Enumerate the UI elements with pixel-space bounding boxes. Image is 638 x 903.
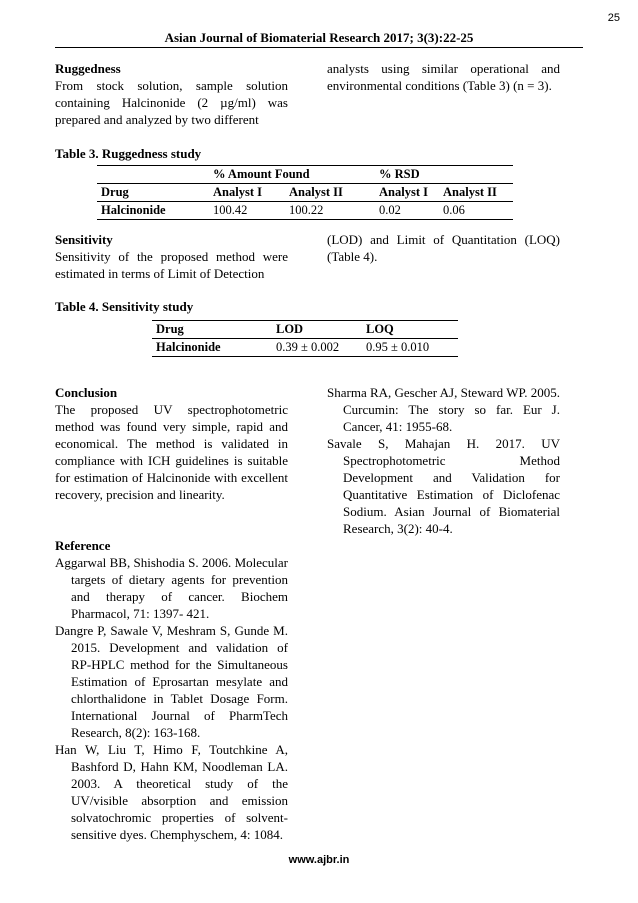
sensitivity-body-right: (LOD) and Limit of Quantitation (LOQ) (Table 4). xyxy=(327,232,560,264)
references-right-column xyxy=(327,384,560,537)
table4-cell: 0.95 ± 0.010 xyxy=(362,339,458,357)
page-number: 25 xyxy=(607,12,620,24)
conclusion-heading: Conclusion xyxy=(55,385,118,400)
table3-cell: 0.06 xyxy=(439,202,513,220)
ruggedness-section-left xyxy=(55,60,288,128)
references-left-column xyxy=(55,537,288,843)
table3-column-header: Analyst I xyxy=(209,184,285,202)
table3-header-row xyxy=(97,184,513,202)
table3-column-header: Analyst II xyxy=(285,184,375,202)
table3-column-header: Analyst I xyxy=(375,184,439,202)
conclusion-body: The proposed UV spectrophotometric method was found very simple, rapid and economical. The method is validated in compliance with ICH guidelines is suitable for estimation of Halcinonide with excellent recovery, precision and linearity. xyxy=(55,402,288,502)
table4-cell: Halcinonide xyxy=(152,339,272,357)
table3-cell: 100.42 xyxy=(209,202,285,220)
header-divider xyxy=(55,47,583,48)
references-heading: Reference xyxy=(55,538,111,553)
table-row xyxy=(97,202,513,220)
ruggedness-body-right: analysts using similar operational and environmental conditions (Table 3) (n = 3). xyxy=(327,61,560,93)
table-row xyxy=(152,339,458,357)
reference-entry: Han W, Liu T, Himo F, Toutchkine A, Bashford D, Hahn KM, Noodleman LA. 2003. A theoretical study of the UV/visible absorption and emission solvatochromic properties of solvent-sensitive dyes. Chemphyschem, 4: 1084. xyxy=(55,742,288,842)
reference-entry: Savale S, Mahajan H. 2017. UV Spectrophotometric Method Development and Validation for Quantitative Estimation of Diclofenac Sodium. Asian Journal of Biomaterial Research, 3(2): 40-4. xyxy=(327,436,560,536)
table4-column-header: Drug xyxy=(152,321,272,339)
sensitivity-heading: Sensitivity xyxy=(55,232,113,247)
table3-cell: Halcinonide xyxy=(97,202,209,220)
table4-column-header: LOD xyxy=(272,321,362,339)
reference-entry: Dangre P, Sawale V, Meshram S, Gunde M. 2015. Development and validation of RP-HPLC method for the Simultaneous Estimation of Eprosartan mesylate and chlorthalidone in Tablet Dosage Form. International Journal of PharmTech Research, 8(2): 163-168. xyxy=(55,623,288,740)
ruggedness-section-right xyxy=(327,60,560,94)
table3-column-header: Drug xyxy=(97,184,209,202)
table3-group-header: % RSD xyxy=(375,166,513,184)
table4-header-row xyxy=(152,321,458,339)
table3 xyxy=(97,165,513,220)
table4-column-header: LOQ xyxy=(362,321,458,339)
conclusion-section xyxy=(55,384,288,503)
sensitivity-section-right xyxy=(327,231,560,265)
table3-caption: Table 3. Ruggedness study xyxy=(55,146,202,161)
table3-cell: 0.02 xyxy=(375,202,439,220)
ruggedness-body-left: From stock solution, sample solution containing Halcinonide (2 µg/ml) was prepared and analyzed by two different xyxy=(55,78,288,127)
footer-url: www.ajbr.in xyxy=(288,854,350,866)
table4 xyxy=(152,320,458,357)
sensitivity-body-left: Sensitivity of the proposed method were estimated in terms of Limit of Detection xyxy=(55,249,288,281)
ruggedness-heading: Ruggedness xyxy=(55,61,121,76)
reference-entry: Aggarwal BB, Shishodia S. 2006. Molecular targets of dietary agents for prevention and therapy of cancer. Biochem Pharmacol, 71: 1397- 421. xyxy=(55,555,288,621)
sensitivity-section-left xyxy=(55,231,288,282)
table3-group-header: % Amount Found xyxy=(209,166,375,184)
table4-caption: Table 4. Sensitivity study xyxy=(55,299,194,314)
table4-cell: 0.39 ± 0.002 xyxy=(272,339,362,357)
journal-header: Asian Journal of Biomaterial Research 2017; 3(3):22-25 xyxy=(164,30,474,45)
table3-column-header: Analyst II xyxy=(439,184,513,202)
reference-entry: Sharma RA, Gescher AJ, Steward WP. 2005. Curcumin: The story so far. Eur J. Cancer, 41: 1955-68. xyxy=(327,385,561,434)
table3-cell: 100.22 xyxy=(285,202,375,220)
table3-group-header-row xyxy=(97,166,513,184)
